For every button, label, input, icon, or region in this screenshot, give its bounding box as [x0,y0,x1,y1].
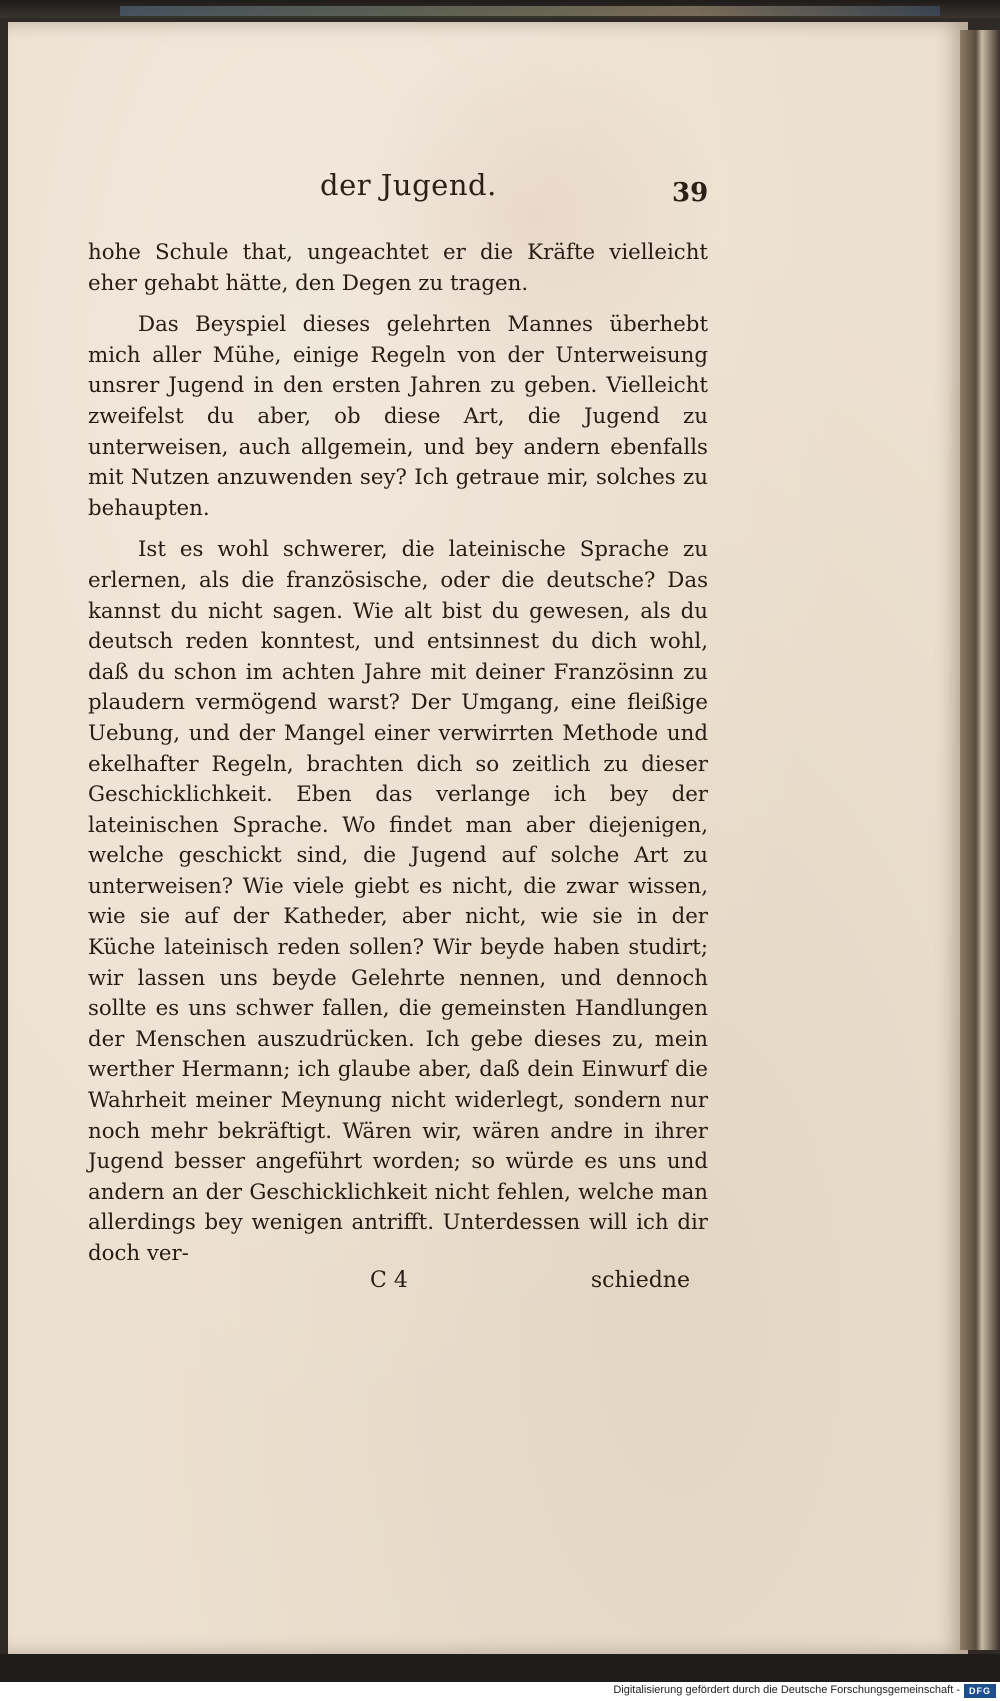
dfg-logo-icon: DFG [964,1684,996,1698]
page-stack-edge [960,30,1000,1650]
body-text [88,238,708,1270]
paragraph-3: Ist es wohl schwerer, die lateinische Sprache zu erlernen, als die französische, oder die deutsche? Das kannst du nicht sagen. Wie alt bist du gewesen, als du deutsch reden konntest, und entsinnest du dich wohl, daß du schon im achten Jahre mit deiner Französinn zu plaudern vermögend warst? Der Umgang, eine fleißige Uebung, und der Mangel einer verwirrten Methode und ekelhafter Regeln, brachten dich so zeitlich zu dieser Geschicklichkeit. Eben das verlange ich bey der lateinischen Sprache. Wo findet man aber diejenigen, welche geschickt sind, die Jugend auf solche Art zu unterweisen? Wie viele giebt es nicht, die zwar wissen, wie sie auf der Katheder, aber nicht, wie sie in der Küche lateinisch reden sollen? Wir beyde haben studirt; wir lassen uns beyde Gelehrte nennen, und dennoch sollte es uns schwer fallen, die gemeinsten Handlungen der Menschen auszudrücken. Ich gebe dieses zu, mein werther Hermann; ich glaube aber, daß dein Einwurf die Wahrheit meiner Meynung nicht widerlegt, sondern nur noch mehr bekräftigt. Wären wir, wären andre in ihrer Jugend besser angeführt worden; so würde es uns und andern an der Geschicklichkeit nicht fehlen, welche man allerdings bey wenigen antrifft. Unterdessen will ich dir doch ver- [88,537,708,1266]
book-cover-edge [120,6,940,16]
scan-top-edge [0,0,1000,18]
running-head: der Jugend. [320,168,497,202]
signature-mark: C 4 [370,1268,408,1293]
page-number: 39 [672,178,709,208]
funding-notice: Digitalisierung gefördert durch die Deutsche Forschungsgemeinschaft - [613,1684,960,1696]
paragraph-2: Das Beyspiel dieses gelehrten Mannes überhebt mich aller Mühe, einige Regeln von der Unterweisung unsrer Jugend in den ersten Jahren zu geben. Vielleicht zweifelst du aber, ob diese Art, die Jugend zu unterweisen, auch allgemein, und bey andern ebenfalls mit Nutzen anzuwenden sey? Ich getraue mir, solches zu behaupten. [88,312,708,521]
digitization-footer [0,1682,1000,1701]
catchword: schiedne [590,1268,690,1293]
scan-bottom-edge [0,1654,1000,1682]
paragraph-1: hohe Schule that, ungeachtet er die Kräfte vielleicht eher gehabt hätte, den Degen zu tragen. [88,240,708,296]
